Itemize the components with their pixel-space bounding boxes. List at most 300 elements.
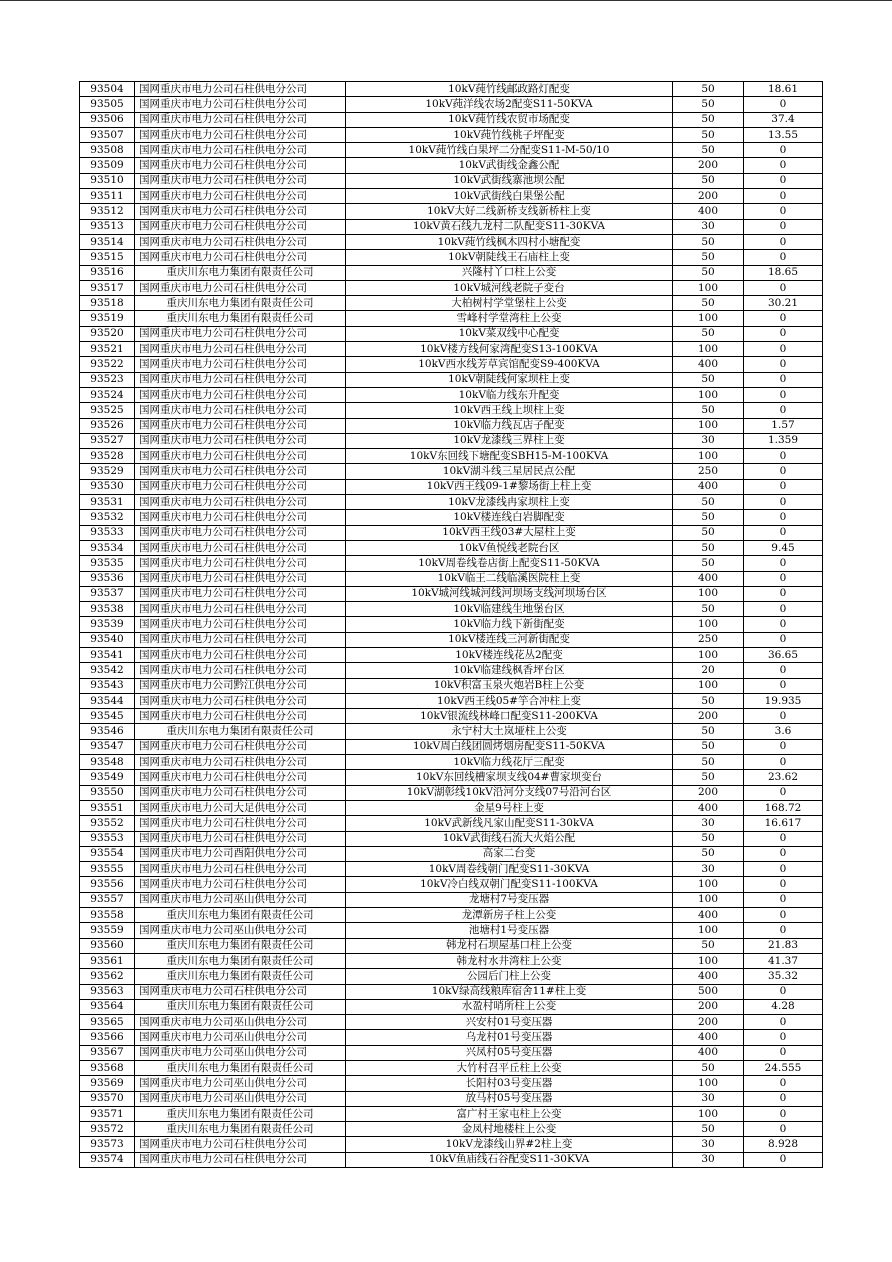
value-cell: 0 xyxy=(744,342,823,357)
value-cell: 1.359 xyxy=(744,433,823,448)
table-row xyxy=(80,999,823,1014)
table-row xyxy=(80,433,823,448)
row-id-cell: 93542 xyxy=(80,663,135,678)
row-id-cell: 93567 xyxy=(80,1045,135,1060)
capacity-cell: 50 xyxy=(673,173,744,188)
table-row xyxy=(80,938,823,953)
value-cell: 0 xyxy=(744,1030,823,1045)
capacity-cell: 100 xyxy=(673,877,744,892)
capacity-cell: 50 xyxy=(673,265,744,280)
company-cell: 重庆川东电力集团有限责任公司 xyxy=(135,938,346,953)
value-cell: 16.617 xyxy=(744,816,823,831)
value-cell: 0 xyxy=(744,311,823,326)
row-id-cell: 93531 xyxy=(80,495,135,510)
transformer-name-cell: 10kV武街线寨池坝公配 xyxy=(346,173,673,188)
company-cell: 国网重庆市电力公司石柱供电分公司 xyxy=(135,785,346,800)
row-id-cell: 93506 xyxy=(80,112,135,127)
table-row xyxy=(80,800,823,815)
transformer-name-cell: 10kV西水线芳草宾馆配变S9-400KVA xyxy=(346,357,673,372)
row-id-cell: 93543 xyxy=(80,678,135,693)
table-row xyxy=(80,1106,823,1121)
transformer-name-cell: 韩龙村石坝屋基口柱上公变 xyxy=(346,938,673,953)
transformer-name-cell: 10kV西王线03#大屋柱上变 xyxy=(346,525,673,540)
row-id-cell: 93514 xyxy=(80,234,135,249)
transformer-name-cell: 高家二台变 xyxy=(346,846,673,861)
row-id-cell: 93529 xyxy=(80,464,135,479)
capacity-cell: 50 xyxy=(673,770,744,785)
capacity-cell: 500 xyxy=(673,984,744,999)
value-cell: 0 xyxy=(744,449,823,464)
company-cell: 国网重庆市电力公司石柱供电分公司 xyxy=(135,693,346,708)
company-cell: 国网重庆市电力公司石柱供电分公司 xyxy=(135,127,346,142)
capacity-cell: 100 xyxy=(673,953,744,968)
capacity-cell: 50 xyxy=(673,143,744,158)
capacity-cell: 100 xyxy=(673,1076,744,1091)
table-row xyxy=(80,1030,823,1045)
value-cell: 0 xyxy=(744,785,823,800)
transformer-name-cell: 10kV莼竹线枫木四村小塘配变 xyxy=(346,234,673,249)
capacity-cell: 50 xyxy=(673,525,744,540)
capacity-cell: 50 xyxy=(673,846,744,861)
value-cell: 35.32 xyxy=(744,969,823,984)
company-cell: 国网重庆市电力公司石柱供电分公司 xyxy=(135,82,346,97)
company-cell: 国网重庆市电力公司巫山供电分公司 xyxy=(135,1030,346,1045)
transformer-name-cell: 10kV西王线05#竽合冲柱上变 xyxy=(346,693,673,708)
value-cell: 23.62 xyxy=(744,770,823,785)
company-cell: 国网重庆市电力公司石柱供电分公司 xyxy=(135,586,346,601)
capacity-cell: 400 xyxy=(673,800,744,815)
value-cell: 3.6 xyxy=(744,724,823,739)
company-cell: 重庆川东电力集团有限责任公司 xyxy=(135,953,346,968)
row-id-cell: 93517 xyxy=(80,280,135,295)
company-cell: 国网重庆市电力公司石柱供电分公司 xyxy=(135,755,346,770)
company-cell: 国网重庆市电力公司石柱供电分公司 xyxy=(135,387,346,402)
company-cell: 国网重庆市电力公司石柱供电分公司 xyxy=(135,158,346,173)
capacity-cell: 50 xyxy=(673,372,744,387)
row-id-cell: 93515 xyxy=(80,250,135,265)
table-row xyxy=(80,479,823,494)
company-cell: 国网重庆市电力公司石柱供电分公司 xyxy=(135,1137,346,1152)
capacity-cell: 50 xyxy=(673,540,744,555)
company-cell: 国网重庆市电力公司石柱供电分公司 xyxy=(135,495,346,510)
company-cell: 国网重庆市电力公司石柱供电分公司 xyxy=(135,663,346,678)
capacity-cell: 100 xyxy=(673,449,744,464)
row-id-cell: 93572 xyxy=(80,1122,135,1137)
company-cell: 国网重庆市电力公司黔江供电分公司 xyxy=(135,678,346,693)
value-cell: 0 xyxy=(744,525,823,540)
row-id-cell: 93558 xyxy=(80,908,135,923)
company-cell: 重庆川东电力集团有限责任公司 xyxy=(135,908,346,923)
company-cell: 国网重庆市电力公司石柱供电分公司 xyxy=(135,250,346,265)
row-id-cell: 93547 xyxy=(80,739,135,754)
company-cell: 重庆川东电力集团有限责任公司 xyxy=(135,296,346,311)
company-cell: 国网重庆市电力公司石柱供电分公司 xyxy=(135,510,346,525)
transformer-name-cell: 10kV东回线下塘配变SBH15-M-100KVA xyxy=(346,449,673,464)
table-row xyxy=(80,127,823,142)
transformer-name-cell: 10kV莼洋线农场2配变S11-50KVA xyxy=(346,97,673,112)
company-cell: 国网重庆市电力公司石柱供电分公司 xyxy=(135,770,346,785)
value-cell: 0 xyxy=(744,678,823,693)
company-cell: 国网重庆市电力公司石柱供电分公司 xyxy=(135,372,346,387)
capacity-cell: 100 xyxy=(673,311,744,326)
table-row xyxy=(80,525,823,540)
table-row xyxy=(80,418,823,433)
capacity-cell: 250 xyxy=(673,632,744,647)
capacity-cell: 50 xyxy=(673,755,744,770)
row-id-cell: 93561 xyxy=(80,953,135,968)
table-row xyxy=(80,739,823,754)
row-id-cell: 93504 xyxy=(80,82,135,97)
transformer-name-cell: 水盈村哨所柱上公变 xyxy=(346,999,673,1014)
company-cell: 国网重庆市电力公司石柱供电分公司 xyxy=(135,816,346,831)
transformer-name-cell: 龙塘村7号变压器 xyxy=(346,892,673,907)
company-cell: 国网重庆市电力公司石柱供电分公司 xyxy=(135,204,346,219)
value-cell: 0 xyxy=(744,846,823,861)
capacity-cell: 400 xyxy=(673,908,744,923)
transformer-name-cell: 10kV龙漆线山界#2柱上变 xyxy=(346,1137,673,1152)
value-cell: 0 xyxy=(744,143,823,158)
company-cell: 重庆川东电力集团有限责任公司 xyxy=(135,1061,346,1076)
row-id-cell: 93511 xyxy=(80,189,135,204)
table-row xyxy=(80,1015,823,1030)
capacity-cell: 30 xyxy=(673,1152,744,1167)
value-cell: 0 xyxy=(744,189,823,204)
transformer-name-cell: 10kV武街线金鑫公配 xyxy=(346,158,673,173)
table-row xyxy=(80,372,823,387)
value-cell: 24.555 xyxy=(744,1061,823,1076)
value-cell: 4.28 xyxy=(744,999,823,1014)
transformer-name-cell: 10kV临王二线临溪医院柱上变 xyxy=(346,571,673,586)
transformer-name-cell: 10kV楼连线白岩脚配变 xyxy=(346,510,673,525)
table-row xyxy=(80,250,823,265)
capacity-cell: 100 xyxy=(673,923,744,938)
value-cell: 0 xyxy=(744,495,823,510)
row-id-cell: 93554 xyxy=(80,846,135,861)
value-cell: 0 xyxy=(744,877,823,892)
value-cell: 0 xyxy=(744,234,823,249)
value-cell: 0 xyxy=(744,586,823,601)
transformer-name-cell: 10kV临建线枫香坪台区 xyxy=(346,663,673,678)
company-cell: 国网重庆市电力公司巫山供电分公司 xyxy=(135,1045,346,1060)
company-cell: 国网重庆市电力公司石柱供电分公司 xyxy=(135,189,346,204)
table-row xyxy=(80,280,823,295)
capacity-cell: 30 xyxy=(673,816,744,831)
table-row xyxy=(80,831,823,846)
capacity-cell: 50 xyxy=(673,693,744,708)
capacity-cell: 30 xyxy=(673,862,744,877)
table-row xyxy=(80,556,823,571)
value-cell: 37.4 xyxy=(744,112,823,127)
capacity-cell: 30 xyxy=(673,1137,744,1152)
table-row xyxy=(80,1137,823,1152)
transformer-name-cell: 10kV临力线下新街配变 xyxy=(346,617,673,632)
row-id-cell: 93528 xyxy=(80,449,135,464)
company-cell: 国网重庆市电力公司巫山供电分公司 xyxy=(135,1091,346,1106)
table-row xyxy=(80,296,823,311)
table-row xyxy=(80,540,823,555)
row-id-cell: 93522 xyxy=(80,357,135,372)
transformer-name-cell: 10kV城河线城河线河坝场支线河坝场台区 xyxy=(346,586,673,601)
company-cell: 重庆川东电力集团有限责任公司 xyxy=(135,999,346,1014)
table-row xyxy=(80,387,823,402)
table-row xyxy=(80,969,823,984)
transformer-name-cell: 10kV武街线石流大火焰公配 xyxy=(346,831,673,846)
value-cell: 0 xyxy=(744,862,823,877)
table-row xyxy=(80,311,823,326)
company-cell: 国网重庆市电力公司石柱供电分公司 xyxy=(135,143,346,158)
value-cell: 0 xyxy=(744,755,823,770)
company-cell: 国网重庆市电力公司石柱供电分公司 xyxy=(135,602,346,617)
company-cell: 国网重庆市电力公司石柱供电分公司 xyxy=(135,280,346,295)
value-cell: 0 xyxy=(744,326,823,341)
value-cell: 9.45 xyxy=(744,540,823,555)
table-row xyxy=(80,923,823,938)
row-id-cell: 93560 xyxy=(80,938,135,953)
table-body xyxy=(80,82,823,1168)
row-id-cell: 93549 xyxy=(80,770,135,785)
transformer-name-cell: 大柏树村学堂堡柱上公变 xyxy=(346,296,673,311)
row-id-cell: 93507 xyxy=(80,127,135,142)
value-cell: 0 xyxy=(744,908,823,923)
transformer-name-cell: 10kV黄石线九龙村二队配变S11-30KVA xyxy=(346,219,673,234)
transformer-name-cell: 10kV莼竹线桃子坪配变 xyxy=(346,127,673,142)
row-id-cell: 93553 xyxy=(80,831,135,846)
transformer-name-cell: 10kV冷白线双朝门配变S11-100KVA xyxy=(346,877,673,892)
row-id-cell: 93505 xyxy=(80,97,135,112)
transformer-name-cell: 10kV周卷线朝门配变S11-30KVA xyxy=(346,862,673,877)
value-cell: 0 xyxy=(744,387,823,402)
transformer-name-cell: 10kV楼连线花丛2配变 xyxy=(346,647,673,662)
row-id-cell: 93537 xyxy=(80,586,135,601)
transformer-name-cell: 10kV西王线上坝柱上变 xyxy=(346,403,673,418)
capacity-cell: 50 xyxy=(673,510,744,525)
value-cell: 0 xyxy=(744,372,823,387)
table-row xyxy=(80,586,823,601)
table-row xyxy=(80,326,823,341)
capacity-cell: 30 xyxy=(673,219,744,234)
transformer-name-cell: 10kV大好二线新桥支线新桥柱上变 xyxy=(346,204,673,219)
table-row xyxy=(80,82,823,97)
row-id-cell: 93574 xyxy=(80,1152,135,1167)
capacity-cell: 20 xyxy=(673,663,744,678)
row-id-cell: 93550 xyxy=(80,785,135,800)
table-row xyxy=(80,112,823,127)
table-row xyxy=(80,495,823,510)
capacity-cell: 200 xyxy=(673,999,744,1014)
table-row xyxy=(80,724,823,739)
table-row xyxy=(80,219,823,234)
value-cell: 0 xyxy=(744,831,823,846)
value-cell: 13.55 xyxy=(744,127,823,142)
value-cell: 0 xyxy=(744,1122,823,1137)
value-cell: 0 xyxy=(744,97,823,112)
company-cell: 国网重庆市电力公司石柱供电分公司 xyxy=(135,709,346,724)
value-cell: 41.37 xyxy=(744,953,823,968)
capacity-cell: 100 xyxy=(673,647,744,662)
company-cell: 国网重庆市电力公司石柱供电分公司 xyxy=(135,342,346,357)
capacity-cell: 50 xyxy=(673,1061,744,1076)
value-cell: 0 xyxy=(744,219,823,234)
table-row xyxy=(80,770,823,785)
capacity-cell: 400 xyxy=(673,1030,744,1045)
capacity-cell: 400 xyxy=(673,204,744,219)
table-row xyxy=(80,464,823,479)
company-cell: 国网重庆市电力公司石柱供电分公司 xyxy=(135,540,346,555)
table-row xyxy=(80,189,823,204)
transformer-name-cell: 大竹村召平丘柱上公变 xyxy=(346,1061,673,1076)
company-cell: 国网重庆市电力公司石柱供电分公司 xyxy=(135,418,346,433)
table-row xyxy=(80,571,823,586)
value-cell: 0 xyxy=(744,158,823,173)
table-row xyxy=(80,143,823,158)
capacity-cell: 100 xyxy=(673,617,744,632)
transformer-name-cell: 10kV楼方线何家湾配变S13-100KVA xyxy=(346,342,673,357)
company-cell: 国网重庆市电力公司石柱供电分公司 xyxy=(135,326,346,341)
table-row xyxy=(80,1091,823,1106)
company-cell: 国网重庆市电力公司石柱供电分公司 xyxy=(135,556,346,571)
table-row xyxy=(80,1045,823,1060)
value-cell: 0 xyxy=(744,173,823,188)
table-row xyxy=(80,755,823,770)
company-cell: 国网重庆市电力公司巫山供电分公司 xyxy=(135,923,346,938)
value-cell: 0 xyxy=(744,510,823,525)
company-cell: 重庆川东电力集团有限责任公司 xyxy=(135,969,346,984)
table-row xyxy=(80,234,823,249)
company-cell: 国网重庆市电力公司巫山供电分公司 xyxy=(135,892,346,907)
company-cell: 国网重庆市电力公司石柱供电分公司 xyxy=(135,112,346,127)
transformer-name-cell: 富广村王家屯柱上公变 xyxy=(346,1106,673,1121)
row-id-cell: 93534 xyxy=(80,540,135,555)
capacity-cell: 400 xyxy=(673,479,744,494)
row-id-cell: 93525 xyxy=(80,403,135,418)
value-cell: 18.61 xyxy=(744,82,823,97)
company-cell: 国网重庆市电力公司石柱供电分公司 xyxy=(135,1152,346,1167)
company-cell: 国网重庆市电力公司石柱供电分公司 xyxy=(135,831,346,846)
row-id-cell: 93555 xyxy=(80,862,135,877)
table-row xyxy=(80,663,823,678)
table-row xyxy=(80,1076,823,1091)
transformer-name-cell: 10kV周卷线卷店街上配变S11-50KVA xyxy=(346,556,673,571)
page-top-rule xyxy=(0,0,892,1)
value-cell: 0 xyxy=(744,739,823,754)
capacity-cell: 250 xyxy=(673,464,744,479)
transformer-name-cell: 10kV临力线东升配变 xyxy=(346,387,673,402)
value-cell: 21.83 xyxy=(744,938,823,953)
transformer-name-cell: 10kV朝陡线何家坝柱上变 xyxy=(346,372,673,387)
value-cell: 0 xyxy=(744,204,823,219)
transformer-name-cell: 10kV东回线槽家坝支线04#曹家坝变台 xyxy=(346,770,673,785)
company-cell: 国网重庆市电力公司石柱供电分公司 xyxy=(135,571,346,586)
transformer-name-cell: 兴隆村丫口柱上公变 xyxy=(346,265,673,280)
row-id-cell: 93524 xyxy=(80,387,135,402)
transformer-name-cell: 放马村05号变压器 xyxy=(346,1091,673,1106)
transformer-name-cell: 10kV武街线白果堡公配 xyxy=(346,189,673,204)
table-row xyxy=(80,632,823,647)
transformer-name-cell: 金星9号柱上变 xyxy=(346,800,673,815)
capacity-cell: 200 xyxy=(673,158,744,173)
row-id-cell: 93527 xyxy=(80,433,135,448)
table-row xyxy=(80,862,823,877)
transformer-name-cell: 韩龙村水井湾柱上公变 xyxy=(346,953,673,968)
company-cell: 国网重庆市电力公司石柱供电分公司 xyxy=(135,219,346,234)
transformer-name-cell: 10kV龙漆线冉家坝柱上变 xyxy=(346,495,673,510)
transformer-name-cell: 金凤村地楼柱上公变 xyxy=(346,1122,673,1137)
transformer-name-cell: 10kV龙漆线三界柱上变 xyxy=(346,433,673,448)
transformer-name-cell: 池塘村1号变压器 xyxy=(346,923,673,938)
value-cell: 0 xyxy=(744,571,823,586)
value-cell: 0 xyxy=(744,709,823,724)
row-id-cell: 93557 xyxy=(80,892,135,907)
table-row xyxy=(80,265,823,280)
value-cell: 0 xyxy=(744,1152,823,1167)
capacity-cell: 50 xyxy=(673,296,744,311)
row-id-cell: 93532 xyxy=(80,510,135,525)
row-id-cell: 93570 xyxy=(80,1091,135,1106)
capacity-cell: 100 xyxy=(673,892,744,907)
capacity-cell: 200 xyxy=(673,1015,744,1030)
value-cell: 0 xyxy=(744,464,823,479)
capacity-cell: 50 xyxy=(673,112,744,127)
capacity-cell: 50 xyxy=(673,234,744,249)
row-id-cell: 93569 xyxy=(80,1076,135,1091)
value-cell: 1.57 xyxy=(744,418,823,433)
value-cell: 0 xyxy=(744,403,823,418)
transformer-name-cell: 10kV绿高线粮库宿舍11#柱上变 xyxy=(346,984,673,999)
row-id-cell: 93571 xyxy=(80,1106,135,1121)
row-id-cell: 93521 xyxy=(80,342,135,357)
value-cell: 0 xyxy=(744,1076,823,1091)
table-row xyxy=(80,846,823,861)
row-id-cell: 93516 xyxy=(80,265,135,280)
row-id-cell: 93541 xyxy=(80,647,135,662)
row-id-cell: 93559 xyxy=(80,923,135,938)
transformer-name-cell: 10kV临建线生地堡台区 xyxy=(346,602,673,617)
row-id-cell: 93565 xyxy=(80,1015,135,1030)
company-cell: 国网重庆市电力公司石柱供电分公司 xyxy=(135,403,346,418)
value-cell: 0 xyxy=(744,357,823,372)
capacity-cell: 100 xyxy=(673,586,744,601)
value-cell: 0 xyxy=(744,663,823,678)
capacity-cell: 50 xyxy=(673,326,744,341)
transformer-data-table xyxy=(79,81,823,1168)
capacity-cell: 50 xyxy=(673,250,744,265)
capacity-cell: 50 xyxy=(673,602,744,617)
transformer-name-cell: 龙潭新房子柱上公变 xyxy=(346,908,673,923)
transformer-name-cell: 长阳村03号变压器 xyxy=(346,1076,673,1091)
row-id-cell: 93556 xyxy=(80,877,135,892)
capacity-cell: 30 xyxy=(673,1091,744,1106)
table-row xyxy=(80,617,823,632)
row-id-cell: 93523 xyxy=(80,372,135,387)
capacity-cell: 200 xyxy=(673,709,744,724)
transformer-name-cell: 10kV西王线09-1#黎场街上柱上变 xyxy=(346,479,673,494)
table-row xyxy=(80,984,823,999)
company-cell: 国网重庆市电力公司石柱供电分公司 xyxy=(135,739,346,754)
capacity-cell: 50 xyxy=(673,724,744,739)
row-id-cell: 93544 xyxy=(80,693,135,708)
table-row xyxy=(80,953,823,968)
row-id-cell: 93551 xyxy=(80,800,135,815)
company-cell: 国网重庆市电力公司石柱供电分公司 xyxy=(135,97,346,112)
company-cell: 重庆川东电力集团有限责任公司 xyxy=(135,724,346,739)
company-cell: 国网重庆市电力公司石柱供电分公司 xyxy=(135,862,346,877)
table-row xyxy=(80,1152,823,1167)
value-cell: 0 xyxy=(744,479,823,494)
value-cell: 0 xyxy=(744,1045,823,1060)
row-id-cell: 93573 xyxy=(80,1137,135,1152)
transformer-name-cell: 永宁村大土岚垭柱上公变 xyxy=(346,724,673,739)
capacity-cell: 50 xyxy=(673,938,744,953)
